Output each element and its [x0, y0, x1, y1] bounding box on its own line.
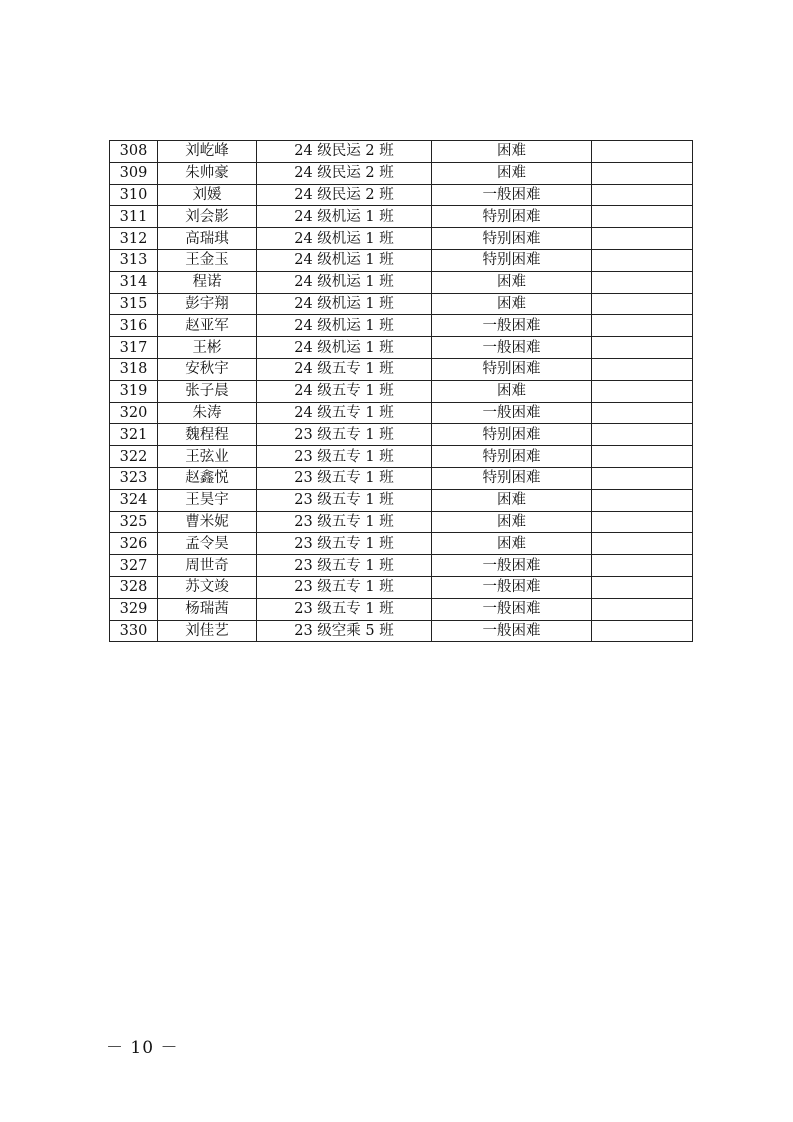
note-cell — [592, 206, 693, 228]
student-name-cell: 朱涛 — [158, 402, 257, 424]
note-cell — [592, 337, 693, 359]
difficulty-level-cell: 一般困难 — [432, 402, 592, 424]
student-name-cell: 彭宇翔 — [158, 293, 257, 315]
note-cell — [592, 380, 693, 402]
note-cell — [592, 141, 693, 163]
note-cell — [592, 511, 693, 533]
class-cell: 23 级空乘 5 班 — [257, 620, 432, 642]
student-name-cell: 刘媛 — [158, 184, 257, 206]
class-cell: 24 级机运 1 班 — [257, 293, 432, 315]
student-name-cell: 刘会影 — [158, 206, 257, 228]
row-number-cell: 317 — [110, 337, 158, 359]
note-cell — [592, 555, 693, 577]
class-cell: 24 级机运 1 班 — [257, 337, 432, 359]
class-cell: 23 级五专 1 班 — [257, 533, 432, 555]
row-number-cell: 330 — [110, 620, 158, 642]
class-cell: 24 级民运 2 班 — [257, 184, 432, 206]
note-cell — [592, 598, 693, 620]
table-row — [110, 402, 693, 424]
row-number-cell: 314 — [110, 271, 158, 293]
table-row — [110, 489, 693, 511]
class-cell: 24 级五专 1 班 — [257, 358, 432, 380]
table-row — [110, 271, 693, 293]
class-cell: 24 级机运 1 班 — [257, 249, 432, 271]
class-cell: 23 级五专 1 班 — [257, 467, 432, 489]
difficulty-level-cell: 特别困难 — [432, 228, 592, 250]
student-name-cell: 王昊宇 — [158, 489, 257, 511]
table-row — [110, 358, 693, 380]
note-cell — [592, 424, 693, 446]
table-row — [110, 206, 693, 228]
table-row — [110, 511, 693, 533]
table-row — [110, 555, 693, 577]
student-name-cell: 孟令昊 — [158, 533, 257, 555]
difficulty-level-cell: 困难 — [432, 489, 592, 511]
table-row — [110, 446, 693, 468]
student-name-cell: 赵亚军 — [158, 315, 257, 337]
student-roster-table — [109, 140, 693, 642]
page-number: － 10 － — [106, 1038, 179, 1058]
difficulty-level-cell: 一般困难 — [432, 598, 592, 620]
difficulty-level-cell: 一般困难 — [432, 620, 592, 642]
note-cell — [592, 315, 693, 337]
row-number-cell: 318 — [110, 358, 158, 380]
difficulty-level-cell: 特别困难 — [432, 206, 592, 228]
table-row — [110, 141, 693, 163]
roster-table-body — [110, 141, 693, 642]
row-number-cell: 326 — [110, 533, 158, 555]
class-cell: 23 级五专 1 班 — [257, 555, 432, 577]
student-name-cell: 高瑞琪 — [158, 228, 257, 250]
student-name-cell: 张子晨 — [158, 380, 257, 402]
row-number-cell: 311 — [110, 206, 158, 228]
class-cell: 23 级五专 1 班 — [257, 511, 432, 533]
student-name-cell: 周世奇 — [158, 555, 257, 577]
row-number-cell: 308 — [110, 141, 158, 163]
difficulty-level-cell: 特别困难 — [432, 249, 592, 271]
student-name-cell: 程诺 — [158, 271, 257, 293]
table-row — [110, 228, 693, 250]
row-number-cell: 310 — [110, 184, 158, 206]
student-name-cell: 魏程程 — [158, 424, 257, 446]
note-cell — [592, 620, 693, 642]
class-cell: 24 级机运 1 班 — [257, 206, 432, 228]
difficulty-level-cell: 困难 — [432, 533, 592, 555]
note-cell — [592, 402, 693, 424]
note-cell — [592, 228, 693, 250]
difficulty-level-cell: 特别困难 — [432, 467, 592, 489]
table-row — [110, 424, 693, 446]
table-row — [110, 315, 693, 337]
row-number-cell: 327 — [110, 555, 158, 577]
difficulty-level-cell: 一般困难 — [432, 184, 592, 206]
note-cell — [592, 162, 693, 184]
student-name-cell: 刘佳艺 — [158, 620, 257, 642]
row-number-cell: 328 — [110, 576, 158, 598]
row-number-cell: 309 — [110, 162, 158, 184]
row-number-cell: 329 — [110, 598, 158, 620]
student-name-cell: 杨瑞茜 — [158, 598, 257, 620]
difficulty-level-cell: 困难 — [432, 162, 592, 184]
note-cell — [592, 533, 693, 555]
table-row — [110, 576, 693, 598]
class-cell: 24 级五专 1 班 — [257, 402, 432, 424]
class-cell: 24 级民运 2 班 — [257, 162, 432, 184]
student-name-cell: 王彬 — [158, 337, 257, 359]
note-cell — [592, 293, 693, 315]
row-number-cell: 323 — [110, 467, 158, 489]
difficulty-level-cell: 一般困难 — [432, 576, 592, 598]
table-row — [110, 620, 693, 642]
note-cell — [592, 446, 693, 468]
student-name-cell: 朱帅豪 — [158, 162, 257, 184]
class-cell: 23 级五专 1 班 — [257, 576, 432, 598]
row-number-cell: 312 — [110, 228, 158, 250]
row-number-cell: 319 — [110, 380, 158, 402]
class-cell: 24 级机运 1 班 — [257, 315, 432, 337]
note-cell — [592, 489, 693, 511]
row-number-cell: 313 — [110, 249, 158, 271]
difficulty-level-cell: 一般困难 — [432, 337, 592, 359]
class-cell: 24 级五专 1 班 — [257, 380, 432, 402]
row-number-cell: 321 — [110, 424, 158, 446]
class-cell: 23 级五专 1 班 — [257, 424, 432, 446]
table-row — [110, 184, 693, 206]
class-cell: 24 级机运 1 班 — [257, 271, 432, 293]
table-row — [110, 467, 693, 489]
difficulty-level-cell: 困难 — [432, 271, 592, 293]
student-name-cell: 安秋宇 — [158, 358, 257, 380]
class-cell: 24 级机运 1 班 — [257, 228, 432, 250]
student-name-cell: 赵鑫悦 — [158, 467, 257, 489]
table-row — [110, 380, 693, 402]
row-number-cell: 325 — [110, 511, 158, 533]
row-number-cell: 320 — [110, 402, 158, 424]
table-row — [110, 533, 693, 555]
table-row — [110, 249, 693, 271]
row-number-cell: 324 — [110, 489, 158, 511]
student-name-cell: 刘屹峰 — [158, 141, 257, 163]
difficulty-level-cell: 困难 — [432, 141, 592, 163]
difficulty-level-cell: 困难 — [432, 380, 592, 402]
table-row — [110, 337, 693, 359]
student-name-cell: 王弦业 — [158, 446, 257, 468]
row-number-cell: 322 — [110, 446, 158, 468]
class-cell: 23 级五专 1 班 — [257, 489, 432, 511]
class-cell: 24 级民运 2 班 — [257, 141, 432, 163]
row-number-cell: 315 — [110, 293, 158, 315]
difficulty-level-cell: 困难 — [432, 293, 592, 315]
note-cell — [592, 249, 693, 271]
difficulty-level-cell: 一般困难 — [432, 555, 592, 577]
note-cell — [592, 358, 693, 380]
note-cell — [592, 184, 693, 206]
student-name-cell: 苏文竣 — [158, 576, 257, 598]
class-cell: 23 级五专 1 班 — [257, 446, 432, 468]
difficulty-level-cell: 一般困难 — [432, 315, 592, 337]
note-cell — [592, 467, 693, 489]
table-row — [110, 598, 693, 620]
class-cell: 23 级五专 1 班 — [257, 598, 432, 620]
difficulty-level-cell: 特别困难 — [432, 446, 592, 468]
row-number-cell: 316 — [110, 315, 158, 337]
difficulty-level-cell: 困难 — [432, 511, 592, 533]
difficulty-level-cell: 特别困难 — [432, 424, 592, 446]
note-cell — [592, 576, 693, 598]
student-name-cell: 曹米妮 — [158, 511, 257, 533]
note-cell — [592, 271, 693, 293]
difficulty-level-cell: 特别困难 — [432, 358, 592, 380]
student-name-cell: 王金玉 — [158, 249, 257, 271]
table-row — [110, 162, 693, 184]
table-row — [110, 293, 693, 315]
